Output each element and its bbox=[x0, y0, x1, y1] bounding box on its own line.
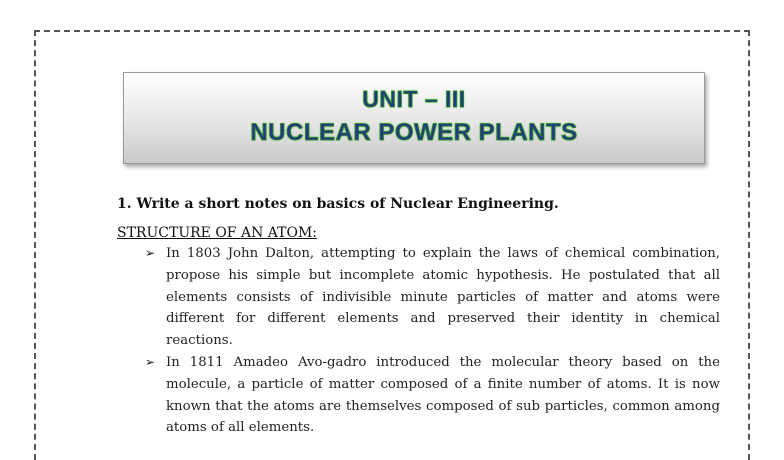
bullet-text: In 1811 Amadeo Avo-gadro introduced the molecular theory based on the molecule, a particle of matter composed of a finite number of atoms. It is now known that the atoms are themselves composed of sub particles, common among atoms of all elements. bbox=[166, 354, 720, 436]
bullet-text: In 1803 John Dalton, attempting to explain the laws of chemical combination, propose his simple but incomplete atomic hypothesis. He postulated that all elements consists of indivisible minute particles of matter and atoms were different for different elements and preserved their identity in chemical reactions. bbox=[166, 246, 720, 349]
section-heading: STRUCTURE OF AN ATOM: bbox=[117, 225, 317, 241]
arrow-bullet-icon: ➢ bbox=[145, 354, 156, 369]
subject-title: NUCLEAR POWER PLANTS bbox=[250, 119, 578, 146]
question-heading: 1. Write a short notes on basics of Nuclear Engineering. bbox=[117, 196, 559, 212]
unit-title: UNIT – III bbox=[362, 86, 466, 112]
title-box bbox=[123, 72, 705, 164]
bullet-item bbox=[145, 243, 720, 352]
arrow-bullet-icon: ➢ bbox=[145, 246, 156, 260]
bullet-item bbox=[145, 352, 720, 439]
bullet-list bbox=[145, 243, 720, 439]
